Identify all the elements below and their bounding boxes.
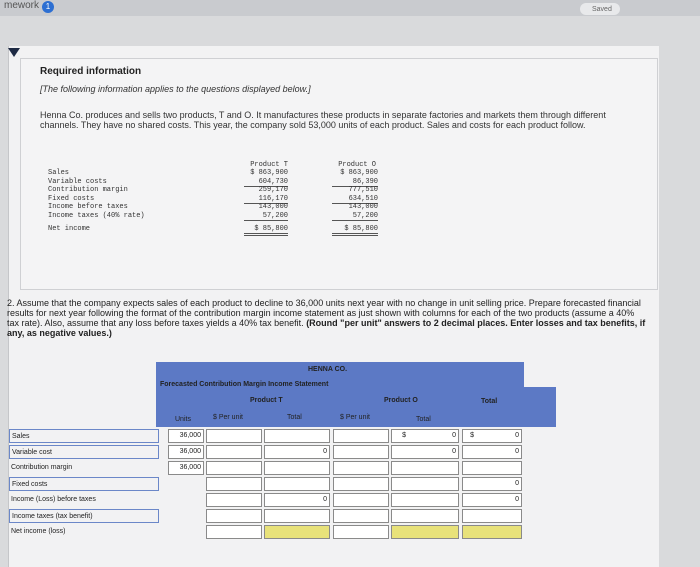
t-per-unit-input[interactable] [206,429,262,443]
o-total-input[interactable] [391,525,459,539]
o-per-unit-input[interactable] [333,525,389,539]
units-input [168,493,204,507]
worksheet-row-label: Fixed costs [9,477,159,491]
o-per-unit-input[interactable] [333,509,389,523]
question-2 [7,298,647,338]
units-input [168,509,204,523]
o-total-header: Total [416,416,431,423]
o-per-unit-header: $ Per unit [340,414,370,421]
o-dollar-sign: $ [402,432,406,439]
grand-total-input[interactable] [462,509,522,523]
worksheet-row-label: Net income (loss) [11,528,66,535]
o-total-input[interactable] [391,509,459,523]
o-per-unit-input[interactable] [333,461,389,475]
fin-value-o: $ 85,800 [332,225,378,236]
fin-value-t: $ 85,800 [244,225,288,236]
grand-total-header: Total [481,398,498,405]
o-total-input[interactable] [391,461,459,475]
worksheet-company: HENNA CO. [308,366,348,373]
fin-row-label: Contribution margin [48,186,128,195]
t-per-unit-input[interactable] [206,461,262,475]
fin-value-t: 143,000 [258,203,288,212]
fin-value-o: 57,200 [332,212,378,221]
fin-value-t: 604,730 [244,178,288,187]
t-total-input[interactable] [264,429,330,443]
t-total-header: Total [287,414,302,421]
product-t-header: Product T [250,397,283,404]
worksheet-header-bg-total [524,387,556,427]
required-subtitle: [The following information applies to the questions displayed below.] [40,84,311,94]
fin-value-o: $ 863,900 [340,169,378,177]
worksheet-row-label: Contribution margin [11,464,73,471]
t-per-unit-input[interactable] [206,445,262,459]
fin-header-product-o: Product O [338,161,376,169]
fin-value-o: 86,390 [332,178,378,187]
fin-value-o: 634,510 [332,195,378,204]
t-total-input[interactable] [264,477,330,491]
t-total-input[interactable]: 0 [264,493,330,507]
fin-row-label: Income before taxes [48,203,128,212]
o-total-input[interactable] [391,493,459,507]
t-per-unit-input[interactable] [206,493,262,507]
o-per-unit-input[interactable] [333,445,389,459]
units-header: Units [175,416,191,423]
fin-row-label: Variable costs [48,177,107,186]
fin-value-t: 57,200 [244,212,288,221]
fin-value-t: 259,170 [258,186,288,195]
product-o-header: Product O [384,397,418,404]
o-total-input[interactable]: 0 [391,429,459,443]
grand-total-input[interactable] [462,461,522,475]
grand-total-input[interactable]: 0 [462,429,522,443]
fin-header-product-t: Product T [250,161,288,169]
worksheet-row-label: Sales [9,429,159,443]
units-input [168,525,204,539]
o-per-unit-input[interactable] [333,493,389,507]
t-per-unit-input[interactable] [206,525,262,539]
units-input [168,477,204,491]
o-per-unit-input[interactable] [333,429,389,443]
t-total-input[interactable] [264,525,330,539]
fin-row-label: Net income [48,224,91,233]
grand-total-input[interactable] [462,525,522,539]
grand-total-input[interactable]: 0 [462,445,522,459]
fin-value-o: 777,510 [348,186,378,195]
t-total-input[interactable]: 0 [264,445,330,459]
fin-value-t: $ 863,900 [250,169,288,177]
units-input[interactable]: 36,000 [168,461,204,475]
fin-row-label: Income taxes (40% rate) [48,212,145,220]
tab-label[interactable]: mework [4,0,40,11]
fin-row-label: Sales [48,169,70,177]
o-total-input[interactable] [391,477,459,491]
question-text: 2. Assume that the company expects sales of each product to decline to 36,000 units next year with no change in unit selling price. Prepare forecasted financial results for next year following the format of the contribution margin income statement as just shown with columns for each of the two products (assume a 40% tax rate). Also, assume that any loss before taxes yields a 40% tax benefit. [7,298,641,328]
bookmark-icon [8,48,20,57]
fin-row-label: Fixed costs [48,194,95,203]
grand-dollar-sign: $ [470,432,474,439]
question-instructions: (Round "per unit" answers to 2 decimal places. Enter losses and tax benefits, if any, as negative values.) [7,318,646,338]
worksheet-row-label: Income taxes (tax benefit) [9,509,159,523]
units-input[interactable]: 36,000 [168,429,204,443]
fin-value-t: 116,170 [244,195,288,204]
o-total-input[interactable]: 0 [391,445,459,459]
worksheet-statement: Forecasted Contribution Margin Income Statement [160,381,329,388]
saved-label: Saved [592,6,612,13]
required-title: Required information [40,66,142,77]
notification-badge: 1 [42,1,54,13]
grand-total-input[interactable]: 0 [462,477,522,491]
worksheet-row-label: Income (Loss) before taxes [11,496,96,503]
t-total-input[interactable] [264,461,330,475]
t-total-input[interactable] [264,509,330,523]
fin-value-o: 143,000 [348,203,378,212]
required-body: Henna Co. produces and sells two products, T and O. It manufactures these products in separate factories and markets them through different channels. They have no shared costs. This year, the company sold 53,000 units of each product. Sales and costs for each product follow. [40,110,606,130]
t-per-unit-header: $ Per unit [213,414,243,421]
o-per-unit-input[interactable] [333,477,389,491]
t-per-unit-input[interactable] [206,509,262,523]
t-per-unit-input[interactable] [206,477,262,491]
worksheet-row-label: Variable cost [9,445,159,459]
units-input[interactable]: 36,000 [168,445,204,459]
grand-total-input[interactable]: 0 [462,493,522,507]
